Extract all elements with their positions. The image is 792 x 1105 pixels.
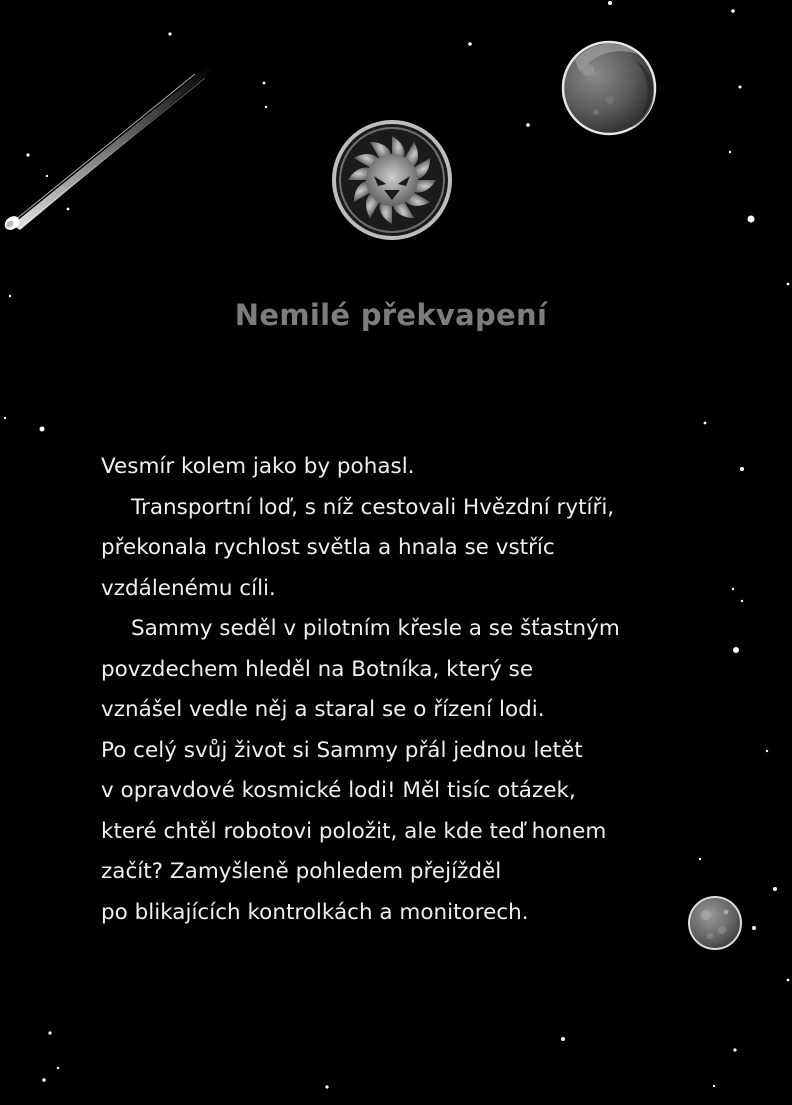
text-line: v opravdové kosmické lodi! Měl tisíc otázek, xyxy=(101,778,576,803)
lion-emblem-icon xyxy=(334,122,450,238)
text-line: vznášel vedle něj a staral se o řízení lodi. xyxy=(101,697,545,722)
text-line: po blikajících kontrolkách a monitorech. xyxy=(101,899,529,925)
text-line: Sammy seděl v pilotním křesle a se šťastným xyxy=(131,616,620,641)
text-line: vzdálenému cíli. xyxy=(101,575,276,601)
text-line: Transportní loď, s níž cestovali Hvězdní rytíři, xyxy=(131,494,615,520)
text-line: které chtěl robotovi položit, ale kde teď honem xyxy=(101,818,607,844)
body-text xyxy=(101,447,761,933)
comet-icon xyxy=(2,66,212,233)
text-line: začít? Zamyšleně pohledem přejížděl xyxy=(101,859,502,884)
text-line: překonala rychlost světla a hnala se vstříc xyxy=(101,535,555,560)
planet-large-icon xyxy=(563,42,655,134)
text-line: Vesmír kolem jako by pohasl. xyxy=(101,454,415,479)
chapter-title: Nemilé překvapení xyxy=(234,298,548,332)
text-line: povzdechem hleděl na Botníka, který se xyxy=(101,656,534,682)
text-line: Po celý svůj život si Sammy přál jednou letět xyxy=(101,737,583,763)
